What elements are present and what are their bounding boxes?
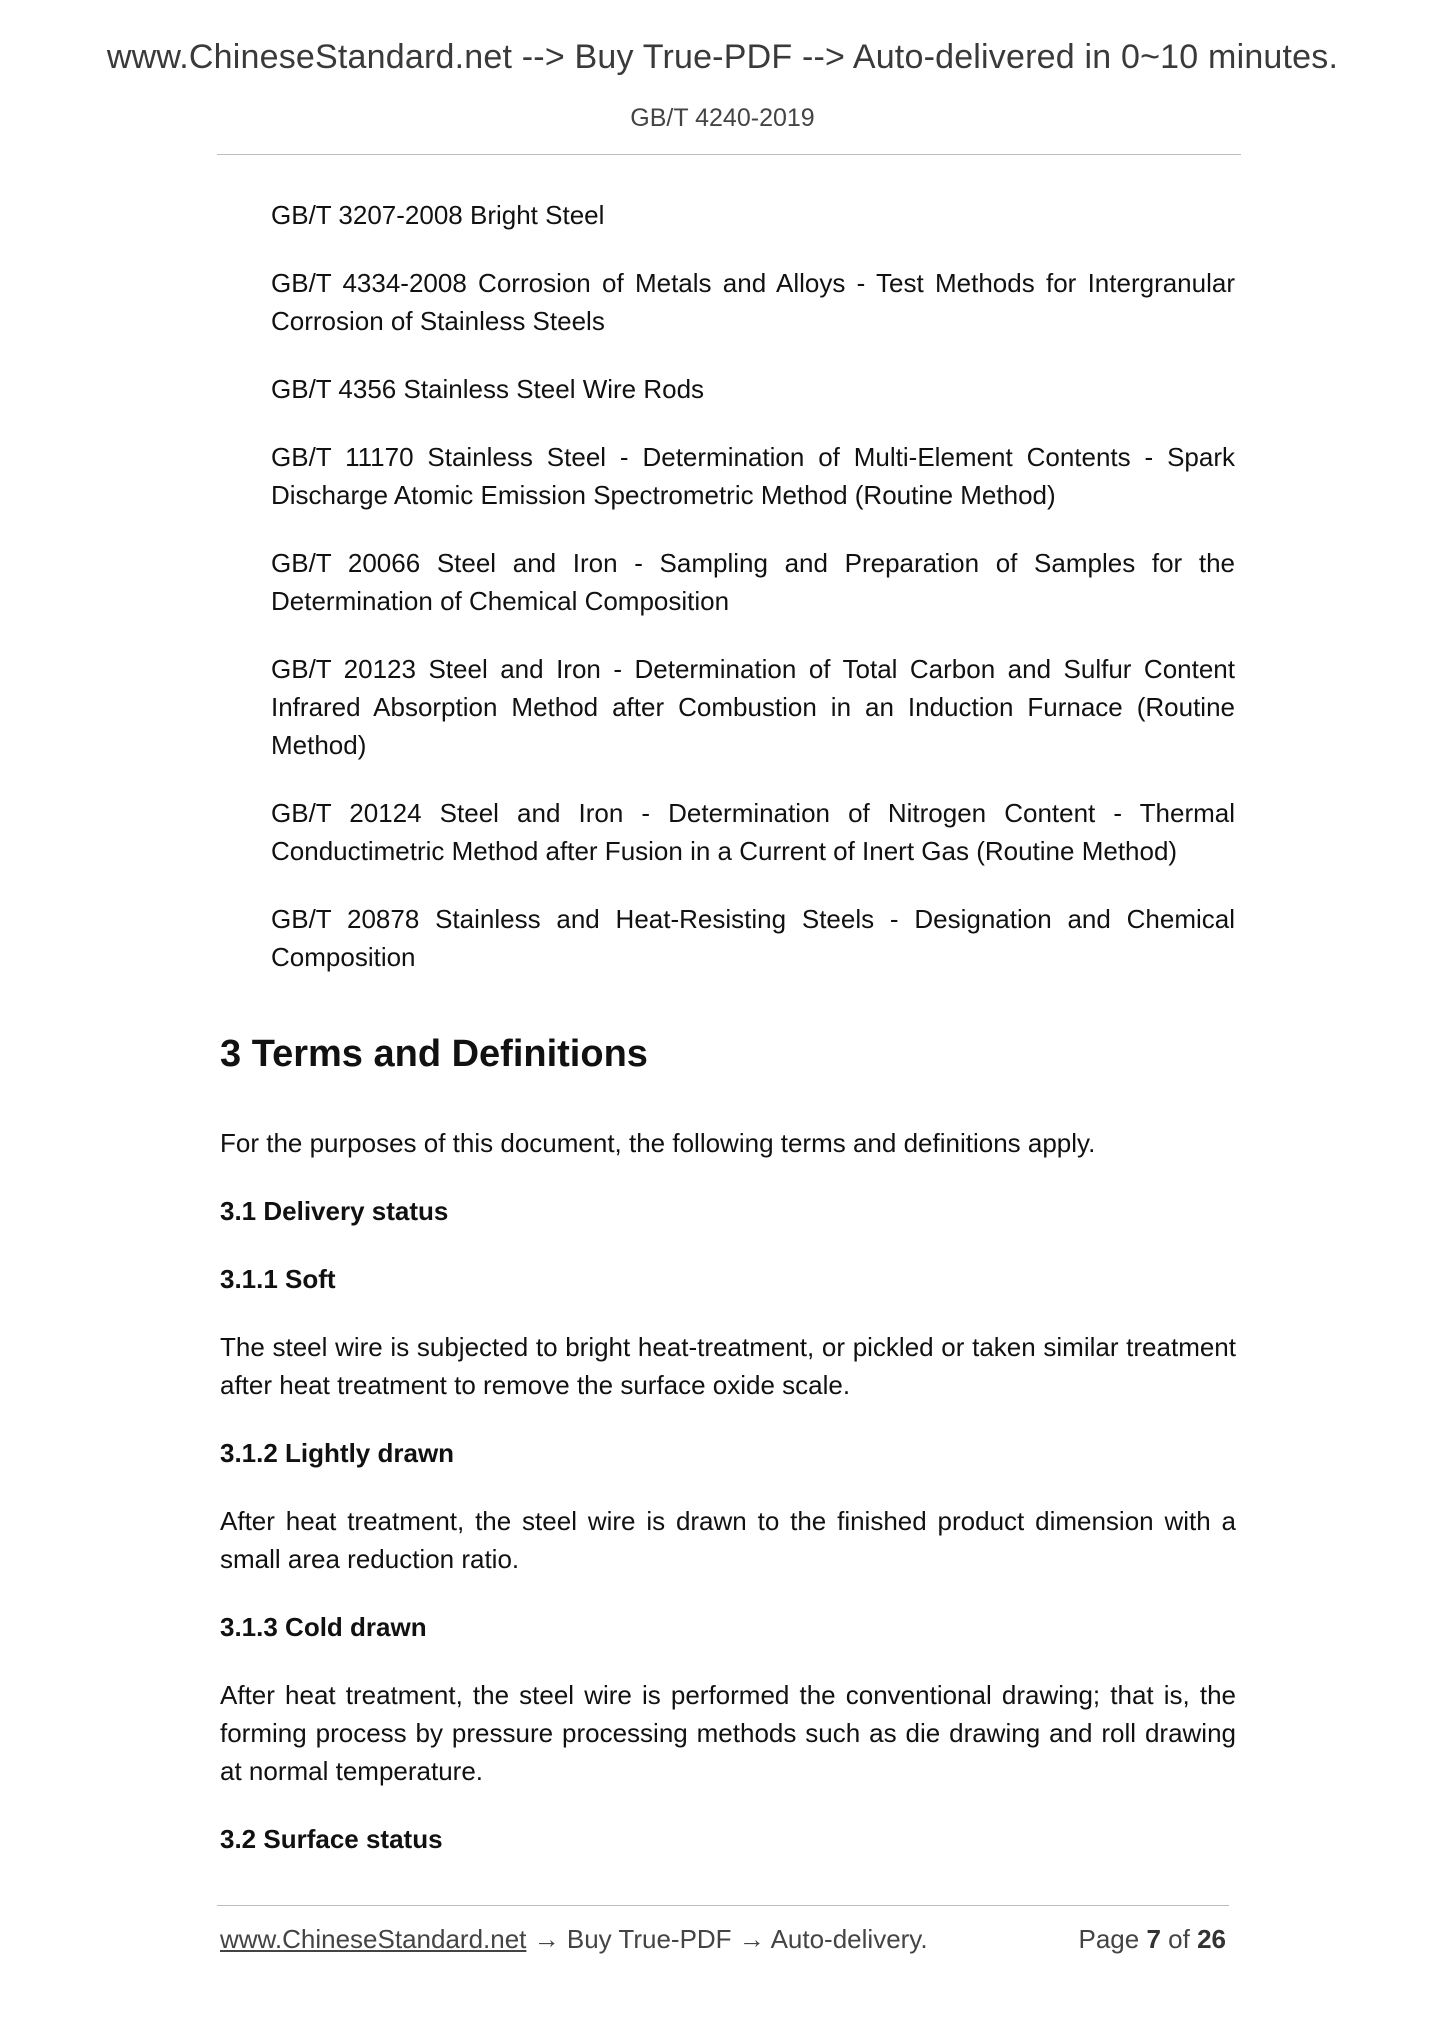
reference-item: GB/T 4356 Stainless Steel Wire Rods	[271, 374, 705, 404]
reference-item: GB/T 20123 Steel and Iron - Determination of Total Carbon and Sulfur Content Infrared Absorption Method after Combustion in an Induction Furnace (Routine Method)	[271, 654, 1235, 760]
reference-item: GB/T 3207-2008 Bright Steel	[271, 200, 605, 230]
reference-item: GB/T 20124 Steel and Iron - Determination of Nitrogen Content - Thermal Conductimetric Method after Fusion in a Current of Inert Gas (Routine Method)	[271, 798, 1235, 866]
site-banner: www.ChineseStandard.net --> Buy True-PDF --> Auto-delivered in 0~10 minutes.	[106, 38, 1339, 76]
footer-site-link[interactable]: www.ChineseStandard.net	[220, 1924, 527, 1954]
definition-cold-drawn: After heat treatment, the steel wire is performed the conventional drawing; that is, the forming process by pressure processing methods such as die drawing and roll drawing at normal temperature.	[220, 1680, 1236, 1786]
footer-divider	[217, 1905, 1229, 1906]
subsection-heading-3-1-1: 3.1.1 Soft	[220, 1264, 336, 1294]
of-label: of	[1168, 1924, 1190, 1954]
header-divider	[217, 154, 1241, 155]
page-number: 7	[1146, 1924, 1161, 1954]
reference-item: GB/T 4334-2008 Corrosion of Metals and Alloys - Test Methods for Intergranular Corrosion of Stainless Steels	[271, 268, 1235, 336]
subsection-heading-3-1: 3.1 Delivery status	[220, 1196, 449, 1226]
terms-and-definitions-section	[220, 1030, 1236, 1888]
footer-tagline: → Buy True-PDF → Auto-delivery.	[526, 1924, 928, 1954]
page-label: Page	[1078, 1924, 1140, 1954]
section-heading: 3 Terms and Definitions	[220, 1033, 648, 1075]
standard-code-header: GB/T 4240-2019	[630, 104, 815, 132]
subsection-heading-3-1-2: 3.1.2 Lightly drawn	[220, 1438, 455, 1468]
section-intro: For the purposes of this document, the following terms and definitions apply.	[220, 1128, 1096, 1158]
subsection-heading-3-2: 3.2 Surface status	[220, 1824, 443, 1854]
definition-soft: The steel wire is subjected to bright heat-treatment, or pickled or taken similar treatment after heat treatment to remove the surface oxide scale.	[220, 1332, 1236, 1400]
normative-references-list	[271, 196, 1235, 1006]
total-pages: 26	[1197, 1924, 1226, 1954]
reference-item: GB/T 20878 Stainless and Heat-Resisting Steels - Designation and Chemical Composition	[271, 904, 1235, 972]
reference-item: GB/T 11170 Stainless Steel - Determination of Multi-Element Contents - Spark Discharge Atomic Emission Spectrometric Method (Routine Method)	[271, 442, 1235, 510]
page-indicator	[1078, 1924, 1226, 1955]
definition-lightly-drawn: After heat treatment, the steel wire is drawn to the finished product dimension with a small area reduction ratio.	[220, 1506, 1236, 1574]
footer-promo	[220, 1924, 928, 1955]
subsection-heading-3-1-3: 3.1.3 Cold drawn	[220, 1612, 427, 1642]
reference-item: GB/T 20066 Steel and Iron - Sampling and Preparation of Samples for the Determination of Chemical Composition	[271, 548, 1235, 616]
page-footer	[220, 1924, 1232, 1964]
